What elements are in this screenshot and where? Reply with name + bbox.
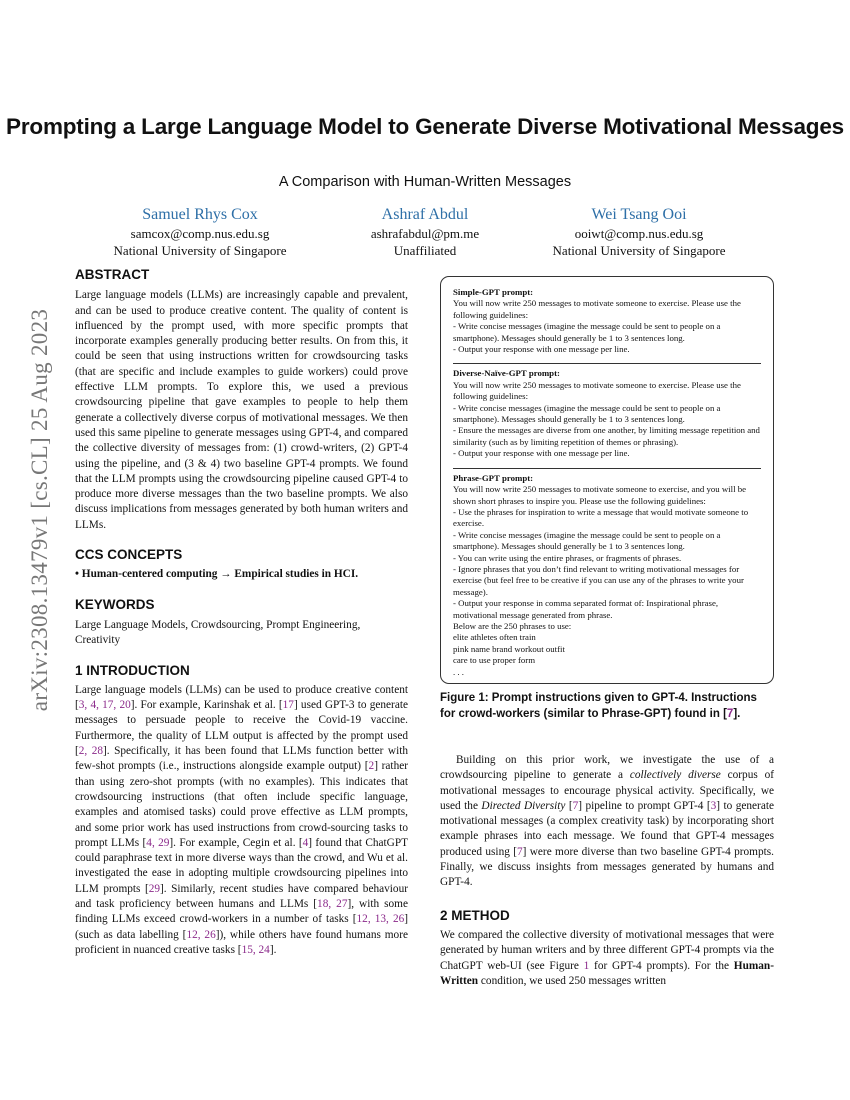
author-name[interactable]: Samuel Rhys Cox [142, 206, 258, 223]
prompt-line: You will now write 250 messages to motivate someone to exercise. Please use the following guidelines: [453, 379, 741, 402]
citation-link[interactable]: 3 [710, 799, 717, 812]
citation-link[interactable]: 1 [583, 959, 590, 972]
prompt-line: - Ignore phrases that you don’t find relevant to writing motivational messages for exercise (but feel free to be creative if you can use any of the phrases to write your message). [453, 563, 744, 597]
citation-link[interactable]: 29 [148, 882, 161, 895]
prompt-line: You will now write 250 messages to motivate someone to exercise, and you will be shown short phrases to inspire you. Please use the following guidelines: [453, 484, 747, 506]
prompt-line: - You can write using the entire phrases, or fragments of phrases. [453, 552, 682, 563]
author-affiliation: Unaffiliated [393, 243, 457, 258]
prompt-line: elite athletes often train [453, 632, 536, 643]
citation-link[interactable]: 7 [572, 799, 579, 812]
paper-title: Prompting a Large Language Model to Generate Diverse Motivational Messages [6, 114, 844, 139]
citation-link[interactable]: 3, 4, 17, 20 [78, 699, 131, 712]
keywords-text: Large Language Models, Crowdsourcing, Prompt Engineering, Creativity [75, 618, 361, 647]
citation-link[interactable]: 12, 13, 26 [356, 913, 405, 926]
method-heading: 2 METHOD [440, 907, 510, 923]
prompt-line: - Write concise messages (imagine the message could be sent to people on a smartphone). Messages should generally be 1 to 3 sentences long. [453, 402, 721, 425]
body-paragraph: Building on this prior work, we investigate the use of a crowdsourcing pipeline to generate a collectively diverse corpus of motivational messages to encourage physical activity. Specifically, we used the Directed Diversity [7] pipeline to prompt GPT-4 [3] to generate motivational messages (a complex creativity task) by incorporating short example phrases into each message. We found that GPT-4 messages produced using [7] were more diverse than two baseline GPT-4 prompts. Finally, we discuss insights from messages generated by humans and GPT-4. [440, 754, 775, 889]
prompt-title: Phrase-GPT prompt: [453, 472, 534, 483]
figure-1-caption: Figure 1: Prompt instructions given to GPT-4. Instructions for crowd-workers (similar to Phrase-GPT) found in [7]. [440, 692, 757, 720]
citation-link[interactable]: 7 [726, 708, 734, 720]
intro-heading: 1 INTRODUCTION [75, 662, 190, 678]
citation-link[interactable]: 17 [282, 699, 294, 712]
left-column [75, 267, 408, 958]
right-column [440, 753, 774, 989]
intro-paragraph: Large language models (LLMs) can be used to produce creative content [3, 4, 17, 20]. For example, Karinshak et al. [17] used GPT-3 to generate messages to persuade people to receive the Covid-19 vaccine. Furthermore, the quality of LLM output is affected by the prompt used [2, 28]. Specifically, it has been found that LLMs function better with few-shot prompts (i.e., instructions alongside example output) [2] rather than using zero-shot prompts (with no examples). This indicates that crowdsourcing instructions (that often include specific language, examples and atomised tasks) could prove effective as LLM prompts, and some prior work has used instructions from crowd-sourcing tasks to prompt LLMs [4, 29]. For example, Cegin et al. [4] found that ChatGPT could paraphrase text in more diverse ways than the crowd, and Wu et al. investigated the ease in adopting multiple crowdsourcing pipelines into LLM prompts [29]. Similarly, recent studies have compared behaviour and task proficiency between humans and LLMs [18, 27], with some finding LLMs exceed crowd-workers in a number of tasks [12, 13, 26] (such as data labelling [12, 26]), while others have found humans more proficient in nuanced creative tasks [15, 24]. [75, 683, 409, 956]
paper-subtitle: A Comparison with Human-Written Messages [278, 174, 572, 190]
keywords-heading: KEYWORDS [75, 596, 155, 612]
prompt-line: pink name brand workout outfit [453, 643, 565, 654]
citation-link[interactable]: 12, 26 [186, 928, 216, 941]
arxiv-identifier: arXiv:2308.13479v1 [cs.CL] 25 Aug 2023 [27, 308, 52, 712]
abstract-heading: ABSTRACT [75, 267, 150, 282]
author-affiliation: National University of Singapore [113, 243, 287, 258]
citation-link[interactable]: 18, 27 [317, 897, 348, 910]
prompt-line: . . . [453, 666, 464, 677]
prompt-line: - Output your response with one message per line. [453, 344, 630, 355]
prompt-title: Simple-GPT prompt: [453, 287, 534, 297]
diverse-naive-gpt-prompt [453, 368, 761, 463]
divider [453, 363, 761, 364]
citation-link[interactable]: 7 [516, 845, 523, 858]
ccs-text: • Human-centered computing → Empirical studies in HCI. [75, 568, 359, 581]
prompt-line: care to use proper form [453, 655, 536, 666]
arxiv-sidebar [22, 260, 58, 760]
method-paragraph: We compared the collective diversity of motivational messages that were generated by human writers and by three different GPT-4 prompts via the ChatGPT web-UI (see Figure 1 for GPT-4 prompts). For the Human-Written condition, we used 250 messages written [440, 928, 774, 987]
author-email: ashrafabdul@pm.me [370, 226, 480, 241]
prompt-line: - Use the phrases for inspiration to write a message that would motivate someone to exercise. [453, 506, 749, 529]
divider [453, 468, 761, 469]
abstract-text: Large language models (LLMs) are increasingly capable and prevalent, and can be used to produce creative content. The quality of content is influenced by the prompt used, with more specific prompts that incorporate examples generally producing better results. On from this, it could be seen that using instructions written for crowdsourcing tasks (that are specific and include examples to guide workers) could prove effective LLM prompts. To explore this, we used a previous crowdsourcing pipeline that gave examples to people to help them generate a collectively diverse corpus of motivational messages. We then used this same pipeline to generate messages using GPT-4, and compared the collective diversity of messages from: (1) crowd-writers, (2) GPT-4 using the pipeline, and (3 & 4) two baseline GPT-4 prompts. We found that the LLM prompts using the crowdsourcing pipeline caused GPT-4 to produce more diverse messages than the two baseline prompts. We also discuss implications from messages generated by both human writers and LLMs. [75, 289, 408, 531]
prompt-line: - Output your response with one message per line. [453, 448, 630, 459]
prompt-line: - Write concise messages (imagine the message could be sent to people on a smartphone). Messages should generally be 1 to 3 sentences long. [453, 529, 721, 552]
prompt-line: - Ensure the messages are diverse from one another, by limiting message repetition and similarity (such as by limiting repetition of themes or phrasing). [453, 425, 760, 447]
simple-gpt-prompt [453, 287, 761, 359]
author-name[interactable]: Wei Tsang Ooi [591, 206, 687, 223]
phrase-gpt-prompt [453, 473, 761, 682]
author-block [509, 204, 769, 259]
author-affiliation: National University of Singapore [552, 243, 726, 258]
author-name[interactable]: Ashraf Abdul [381, 206, 469, 223]
prompt-line: You will now write 250 messages to motivate someone to exercise. Please use the following guidelines: [453, 298, 741, 320]
author-block [70, 204, 330, 259]
citation-link[interactable]: 2 [368, 760, 375, 773]
prompt-line: - Output your response in comma separated format of: Inspirational phrase, motivational message generated from phrase. [453, 598, 719, 620]
citation-link[interactable]: 15, 24 [241, 943, 270, 956]
ccs-heading: CCS CONCEPTS [75, 547, 183, 563]
prompt-line: - Write concise messages (imagine the message could be sent to people on a smartphone). Messages should generally be 1 to 3 sentences long. [453, 321, 721, 343]
citation-link[interactable]: 2, 28 [78, 745, 104, 758]
author-email: ooiwt@comp.nus.edu.sg [574, 226, 704, 241]
citation-link[interactable]: 4 [302, 836, 309, 849]
author-email: samcox@comp.nus.edu.sg [130, 226, 270, 241]
figure-1-prompts [440, 276, 774, 684]
citation-link[interactable]: 4, 29 [146, 836, 170, 849]
prompt-title: Diverse-Naïve-GPT prompt: [453, 368, 560, 379]
prompt-line: Below are the 250 phrases to use: [453, 620, 572, 631]
